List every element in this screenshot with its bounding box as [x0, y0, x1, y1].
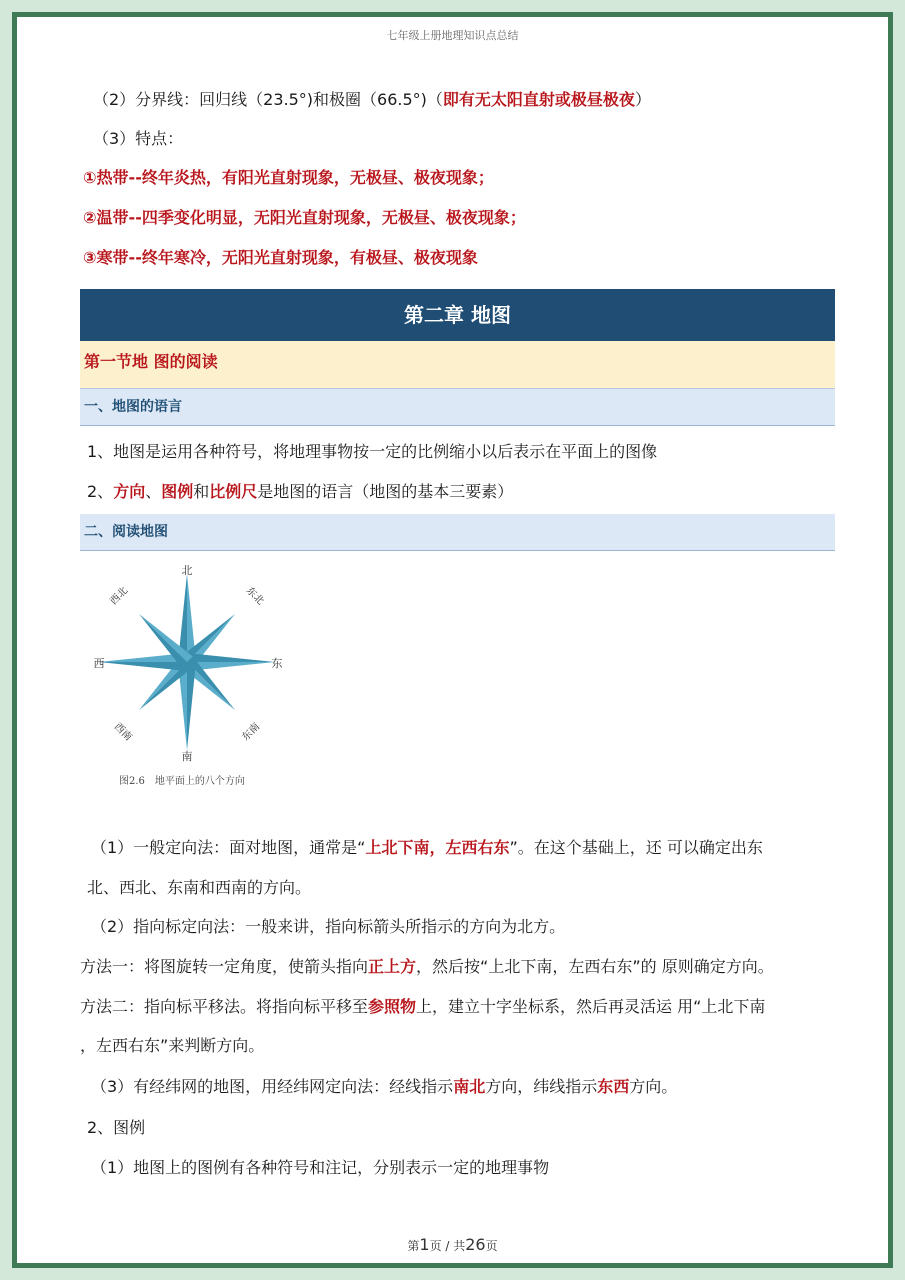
compass-south: 南	[181, 750, 193, 762]
compass-rose	[87, 562, 287, 762]
chapter-title: 第二章 地图	[80, 289, 835, 341]
grid-method-ns: 南北	[453, 1077, 486, 1096]
tropical-zone: ①热带--终年炎热，有阳光直射现象，无极昼、极夜现象；	[83, 168, 494, 187]
method-two-cont: ，左西右东”来判断方向。	[80, 1036, 265, 1055]
grid-method-ew: 东西	[597, 1077, 630, 1096]
boundary-highlight: 即有无太阳直射或极昼极夜	[442, 90, 635, 109]
general-method-rule: 上北下南，左西右东	[365, 838, 510, 857]
general-method	[91, 837, 763, 859]
footer-mid: 页 / 共	[429, 1239, 466, 1253]
grid-method-mid: 方向，纬线指示	[485, 1077, 598, 1096]
pointer-method: （2）指向标定向法：一般来讲，指向标箭头所指示的方向为北方。	[91, 917, 566, 936]
footer-page-number: 1	[419, 1235, 430, 1254]
method-two-text: 方法二：指向标平移法。将指向标平移至	[80, 997, 369, 1016]
compass-southwest: 西南	[111, 721, 134, 744]
compass-star-icon	[99, 574, 275, 750]
frigid-zone: ③寒带--终年寒冷，无阳光直射现象，有极昼、极夜现象	[83, 248, 478, 267]
method-two	[80, 996, 765, 1018]
footer-total-pages: 26	[465, 1235, 486, 1254]
method-one-rest: ，然后按“上北下南，左西右东”的 原则确定方向。	[416, 957, 774, 976]
sep: 、	[145, 482, 162, 501]
legend-heading: 2、图例	[87, 1118, 146, 1137]
map-elements-rest: 是地图的语言（地图的基本三要素）	[257, 482, 514, 501]
boundary-close: ）	[634, 90, 651, 109]
term-legend: 图例	[161, 482, 194, 501]
grid-method	[91, 1076, 677, 1098]
compass-point-dark	[187, 662, 196, 750]
subsection-reading-map: 二、阅读地图	[80, 514, 835, 551]
term-scale: 比例尺	[209, 482, 258, 501]
compass-southeast: 东南	[240, 721, 263, 744]
term-direction: 方向	[113, 482, 146, 501]
page-frame	[12, 12, 893, 1268]
conj: 和	[193, 482, 210, 501]
grid-method-text: （3）有经纬网的地图，用经纬网定向法：经线指示	[91, 1077, 454, 1096]
compass-north: 北	[181, 564, 193, 577]
compass-east: 东	[271, 657, 283, 670]
temperate-zone: ②温带--四季变化明显，无阳光直射现象，无极昼、极夜现象；	[83, 208, 526, 227]
footer-post: 页	[485, 1239, 498, 1253]
method-one	[80, 956, 774, 978]
figure-caption: 图2.6 地平面上的八个方向	[119, 776, 245, 787]
legend-item-1: （1）地图上的图例有各种符号和注记，分别表示一定的地理事物	[91, 1158, 550, 1177]
general-method-rest: ”。在这个基础上，还 可以确定出东	[509, 838, 763, 857]
general-method-cont: 北、西北、东南和西南的方向。	[87, 878, 312, 897]
grid-method-end: 方向。	[629, 1077, 678, 1096]
compass-northeast: 东北	[243, 585, 266, 608]
compass-west: 西	[93, 657, 105, 670]
method-two-rest: 上，建立十字坐标系，然后再灵活运 用“上北下南	[416, 997, 766, 1016]
map-elements-num: 2、	[87, 482, 114, 501]
map-definition: 1、地图是运用各种符号，将地理事物按一定的比例缩小以后表示在平面上的图像	[87, 442, 658, 461]
method-one-text: 方法一：将图旋转一定角度，使箭头指向	[80, 957, 369, 976]
method-one-highlight: 正上方	[368, 957, 417, 976]
map-elements	[87, 481, 513, 503]
general-method-text: （1）一般定向法：面对地图，通常是“	[91, 838, 366, 857]
boundary-line	[93, 89, 651, 111]
page-footer	[17, 1235, 888, 1254]
section-title: 第一节地 图的阅读	[80, 341, 835, 389]
features-heading: （3）特点：	[93, 129, 184, 148]
boundary-text: （2）分界线：回归线（23.5°)和极圈（66.5°)（	[93, 90, 443, 109]
subsection-map-language: 一、地图的语言	[80, 389, 835, 426]
header-title: 七年级上册地理知识点总结	[386, 29, 519, 42]
method-two-highlight: 参照物	[368, 997, 417, 1016]
compass-northwest: 西北	[108, 585, 131, 608]
footer-pre: 第	[407, 1239, 420, 1253]
